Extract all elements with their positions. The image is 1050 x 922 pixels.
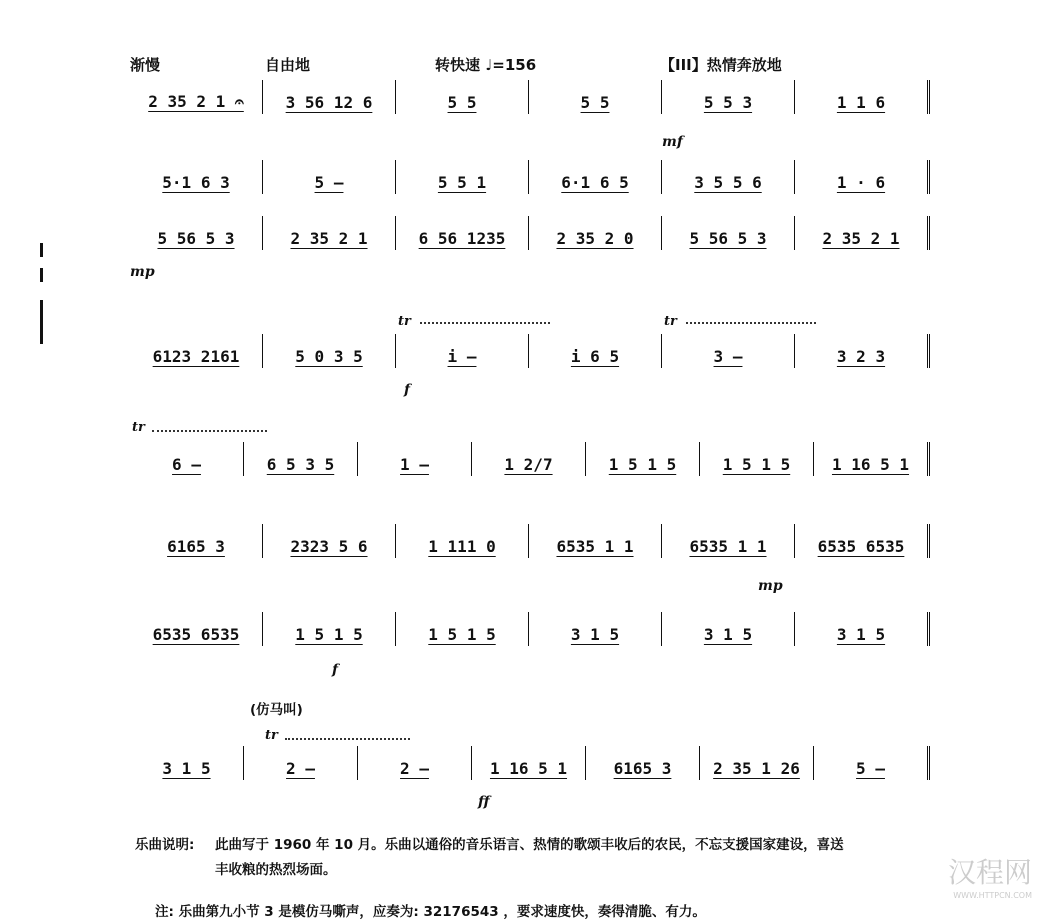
measure: 6535 6535 <box>130 612 263 646</box>
measure: 5 – <box>263 160 396 194</box>
trill-mark: tr <box>265 728 278 743</box>
measure: 6535 6535 <box>795 524 930 558</box>
measure: 2 35 1 26 <box>700 746 814 780</box>
measure: 1 · 6 <box>795 160 930 194</box>
measure: 6 56 1235 <box>396 216 529 250</box>
measure: 2 – <box>244 746 358 780</box>
measure: i – <box>396 334 529 368</box>
measure: 5 – <box>814 746 930 780</box>
measure: 6535 1 1 <box>529 524 662 558</box>
measure: 1 5 1 5 <box>700 442 814 476</box>
score-line <box>130 532 930 558</box>
score-line <box>130 224 930 250</box>
notes-footnote: 注: 乐曲第九小节 3 是模仿马嘶声，应奏为: 32176543 ，要求速度快，奏得清脆、有力。 <box>155 904 706 920</box>
measure: 2323 5 6 <box>263 524 396 558</box>
measure: 1 – <box>358 442 472 476</box>
measure: 1 111 0 <box>396 524 529 558</box>
measure: 1 5 1 5 <box>586 442 700 476</box>
measure: 2 – <box>358 746 472 780</box>
measure: 5 5 1 <box>396 160 529 194</box>
measure: 3 1 5 <box>795 612 930 646</box>
trill-mark: tr <box>398 314 411 329</box>
measure: 1 16 5 1 <box>814 442 930 476</box>
measure: 3 1 5 <box>130 746 244 780</box>
measure: 2 35 2 1 <box>795 216 930 250</box>
dynamic-mark: mf <box>662 134 683 150</box>
measure: 6165 3 <box>586 746 700 780</box>
measure: 5 5 3 <box>662 80 795 114</box>
measure: 6 5 3 5 <box>244 442 358 476</box>
score-line <box>130 754 930 780</box>
measure: 3 56 12 6 <box>263 80 396 114</box>
measure: 1 5 1 5 <box>396 612 529 646</box>
measure: 5 5 <box>529 80 662 114</box>
notes-text: 此曲写于 1960 年 10 月。乐曲以通俗的音乐语言、热情的歌颂丰收后的农民，不忘支援国家建设，喜送 <box>215 837 844 853</box>
measure: 6123 2161 <box>130 334 263 368</box>
dynamic-mark: mp <box>758 578 783 594</box>
dynamic-mark: mp <box>130 264 155 280</box>
watermark-text: 汉程网 <box>947 856 1032 889</box>
watermark-url: WWW.HTTPCN.COM <box>953 891 1032 900</box>
measure: 3 1 5 <box>662 612 795 646</box>
score-line <box>130 88 930 114</box>
imitation-label: (仿马叫) <box>250 702 303 718</box>
measure: 3 – <box>662 334 795 368</box>
margin-mark <box>40 243 43 257</box>
measure: 1 2/7 <box>472 442 586 476</box>
measure: 3 2 3 <box>795 334 930 368</box>
dynamic-mark: ff <box>478 794 490 810</box>
tempo-marking: 自由地 <box>265 56 311 74</box>
measure: 6·1 6 5 <box>529 160 662 194</box>
notes-text: 丰收粮的热烈场面。 <box>215 862 337 878</box>
tempo-marking: 渐慢 <box>130 56 161 74</box>
notes-label: 乐曲说明: <box>135 837 195 853</box>
margin-mark <box>40 300 43 344</box>
trill-line <box>686 322 816 330</box>
section-marking: 【III】热情奔放地 <box>660 56 782 74</box>
tempo-marking: 转快速 ♩=156 <box>435 56 537 74</box>
trill-mark: tr <box>132 420 145 435</box>
measure: 5·1 6 3 <box>130 160 263 194</box>
score-line <box>130 168 930 194</box>
score-line <box>130 342 930 368</box>
trill-line <box>152 430 267 438</box>
measure: 6 – <box>130 442 244 476</box>
trill-mark: tr <box>664 314 677 329</box>
margin-mark <box>40 268 43 282</box>
measure: 2 35 2 0 <box>529 216 662 250</box>
measure: 5 56 5 3 <box>130 216 263 250</box>
score-line <box>130 450 930 476</box>
watermark <box>948 851 1032 900</box>
measure: 3 5 5 6 <box>662 160 795 194</box>
measure: 3 1 5 <box>529 612 662 646</box>
measure: 5 5 <box>396 80 529 114</box>
measure: 5 56 5 3 <box>662 216 795 250</box>
trill-line <box>285 738 410 746</box>
measure: 1 16 5 1 <box>472 746 586 780</box>
measure: 2 35 2 1 <box>263 216 396 250</box>
measure: 6535 1 1 <box>662 524 795 558</box>
measure: 1 5 1 5 <box>263 612 396 646</box>
measure: 1 1 6 <box>795 80 930 114</box>
measure: i 6 5 <box>529 334 662 368</box>
dynamic-mark: f <box>332 662 339 678</box>
score-line <box>130 620 930 646</box>
measure: 6165 3 <box>130 524 263 558</box>
measure: 2 35 2 1 𝄐 <box>130 80 263 114</box>
trill-line <box>420 322 550 330</box>
dynamic-mark: f <box>404 382 411 398</box>
measure: 5 0 3 5 <box>263 334 396 368</box>
